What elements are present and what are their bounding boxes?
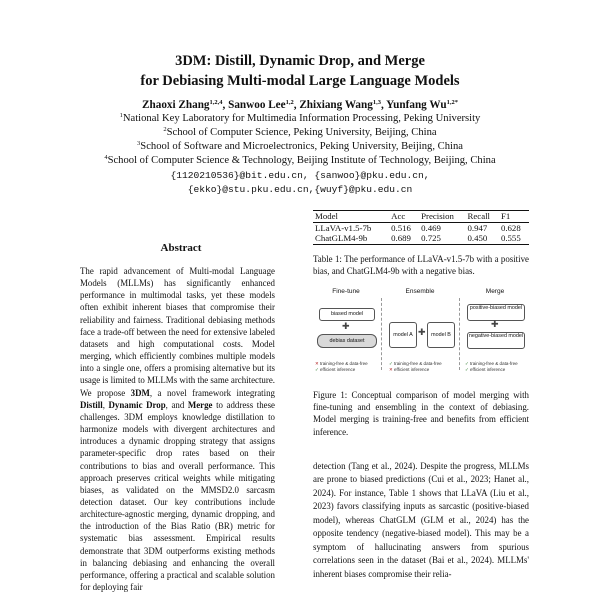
finetune-label: Fine-tune (332, 288, 360, 295)
table-cell: LLaVA-v1.5-7b (315, 222, 372, 233)
abstract-text: , (102, 399, 109, 410)
check-icon: ✓ (465, 361, 469, 366)
check-icon: ✓ (465, 367, 469, 372)
author-sup: 1,2,4 (209, 99, 223, 106)
author-name: Zhixiang Wang (299, 99, 373, 111)
table-header: Model (315, 211, 338, 221)
model-a-box: model A (389, 322, 417, 348)
table-cell: ChatGLM4-9b (315, 233, 368, 243)
positive-biased-model-box: positive-biased model (467, 304, 525, 321)
legend-row (465, 367, 518, 373)
abstract-bold-dynamic-drop: Dynamic Drop (108, 399, 166, 410)
author-sup: 1,2* (446, 99, 458, 106)
ensemble-label: Ensemble (405, 288, 435, 295)
check-icon: ✓ (389, 361, 393, 366)
legend-text: efficient inference (394, 367, 430, 372)
affiliation-text: School of Computer Science & Technology, Beijing Institute of Technology, Beijing, China (107, 155, 496, 166)
biased-model-box: biased model (319, 308, 375, 321)
table-header: Acc (391, 211, 406, 221)
table-cell: 0.516 (391, 222, 411, 233)
plus-icon: ✚ (491, 319, 499, 329)
finetune-legend (315, 361, 368, 373)
legend-text: training-free & data-free (394, 361, 442, 366)
affiliation-sup: 1 (119, 112, 123, 119)
abstract-bold-distill: Distill (80, 399, 103, 410)
table-caption: Table 1: The performance of LLaVA-v1.5-7b with a positive bias, and ChatGLM4-9b with a negative bias. (313, 254, 529, 276)
affiliation-text: School of Software and Microelectronics, Peking University, Beijing, China (140, 141, 463, 152)
affiliation-4 (0, 154, 600, 168)
affiliation-1 (0, 112, 600, 126)
author-name: Yunfang Wu (386, 99, 447, 111)
paper-title-line2: for Debiasing Multi-modal Large Language Models (140, 73, 460, 89)
legend-row (389, 367, 442, 373)
merge-legend (465, 361, 518, 373)
table-header: Recall (467, 211, 490, 221)
abstract-paragraph (80, 265, 275, 593)
affiliation-2 (0, 126, 600, 140)
abstract-bold-3dm: 3DM (130, 387, 150, 398)
figure-caption: Figure 1: Conceptual comparison of model merging with fine-tuning and ensembling in the context of debiasing. Model merging is training-free and benefits from efficient inference. (313, 390, 529, 437)
affiliation-text: National Key Laboratory for Multimedia Information Processing, Peking University (122, 113, 481, 124)
negative-biased-model-box: negative-biased model (467, 332, 525, 349)
email-line-1[interactable]: {1120210536}@bit.edu.cn, {sanwoo}@pku.edu.cn, (170, 170, 430, 181)
author-sup: 1,2 (285, 99, 294, 106)
table-header-row (313, 211, 529, 223)
table-cell: 0.947 (467, 222, 488, 233)
table-row (313, 222, 529, 233)
figure-divider (381, 298, 382, 370)
author-name: Zhaoxi Zhang (142, 99, 210, 111)
model-b-box: model B (427, 322, 455, 348)
affiliation-3 (0, 140, 600, 154)
table-row (313, 233, 529, 244)
abstract-bold-merge: Merge (187, 399, 213, 410)
table-cell: 0.689 (391, 233, 411, 243)
merge-label: Merge (485, 288, 505, 295)
author-list: Zhaoxi Zhang$^{1,2,4}$, Sanwoo Lee$^{1,2}$, Zhixiang Wang$^{1,3}$, Yunfang $Wu^{1,2*}$ (142, 99, 458, 111)
abstract-text: to address these challenges. 3DM employs knowledge distillation to harmonize models with divergent architectures and introduces a dynamic dropping strategy that assigns parameter-specific drop rates based on their contributions to bias and overall performance. This approach preserves critical weights while mitigating biases, as validated on the MMSD2.0 sarcasm detection dataset. Our key contributions include architecture-agnostic merging, dynamic dropping, and the introduction of the Bias Ratio (BR) metric for systematic bias assessment. Empirical results demonstrate that 3DM outperforms existing methods in balancing debiasing and enhancing the overall performance, offering a practical and scalable solution for deploying fair (80, 399, 275, 593)
figure-1 (313, 288, 529, 383)
results-table (313, 210, 529, 245)
plus-icon: ✚ (418, 327, 426, 337)
check-icon: ✓ (315, 367, 319, 372)
abstract-body (80, 265, 275, 593)
abstract-text: , a novel framework integrating (149, 387, 275, 398)
table-header: Precision (421, 211, 454, 221)
affiliation-sup: 2 (163, 126, 167, 133)
legend-text: efficient inference (470, 367, 506, 372)
body-text (313, 460, 529, 581)
figure-divider (459, 298, 460, 370)
legend-text: training-free & data-free (320, 361, 368, 366)
table-cell: 0.555 (500, 233, 521, 243)
ensemble-legend (389, 361, 442, 373)
email-line-2[interactable]: {ekko}@stu.pku.edu.cn,{wuyf}@pku.edu.cn (187, 184, 413, 195)
body-paragraph: detection (Tang et al., 2024). Despite the progress, MLLMs are prone to biased predictions (Cui et al., 2023; Hanet al., 2024). For instance, Table 1 shows that LLaVA (Liu et al., 2023) favors classifying inputs as sarcastic (positive-biased model), whereas ChatGLM (GLM et al., 2024) has the opposite tendency (negative-biased model). This may be a symptom of hallucinating answers from spurious correlations seen in the dataset (Bai et al., 2024). MLLMs' inherent biases compromise their relia- (313, 461, 529, 579)
abstract-text: , and (165, 399, 188, 410)
table-cell: 0.469 (421, 222, 441, 233)
abstract-heading: Abstract (160, 242, 202, 254)
abstract-text: The rapid advancement of Multi-modal Language Models (MLLMs) has significantly enhanced performance in multimodal tasks, yet these models often exhibit inherent biases that compromise their reliability and fairness. Traditional debiasing methods face a trade-off between the need for extensive labeled datasets and high computational costs. Model merging, which efficiently combines multiple models into a single one, offers a promising alternative but its usage is limited to MLLMs with the same architecture. We propose (80, 266, 275, 398)
table-cell: 0.725 (421, 233, 441, 243)
table-header: F1 (500, 211, 511, 221)
paper-title-line1: 3DM: Distill, Dynamic Drop, and Merge (175, 53, 425, 69)
legend-text: training-free & data-free (470, 361, 518, 366)
table-cell: 0.628 (500, 222, 521, 233)
debias-dataset-box: debias dataset (317, 334, 377, 348)
plus-icon: ✚ (342, 321, 350, 331)
author-sup: 1,3 (372, 99, 381, 106)
cross-icon: ✕ (389, 367, 393, 372)
cross-icon: ✕ (315, 361, 319, 366)
affiliation-text: School of Computer Science, Peking University, Beijing, China (166, 127, 437, 138)
legend-row (315, 367, 368, 373)
legend-text: efficient inference (320, 367, 356, 372)
affiliation-sup: 4 (104, 154, 108, 161)
affiliation-sup: 3 (137, 140, 141, 147)
author-name: Sanwoo Lee (228, 99, 286, 111)
table-cell: 0.450 (467, 233, 488, 243)
